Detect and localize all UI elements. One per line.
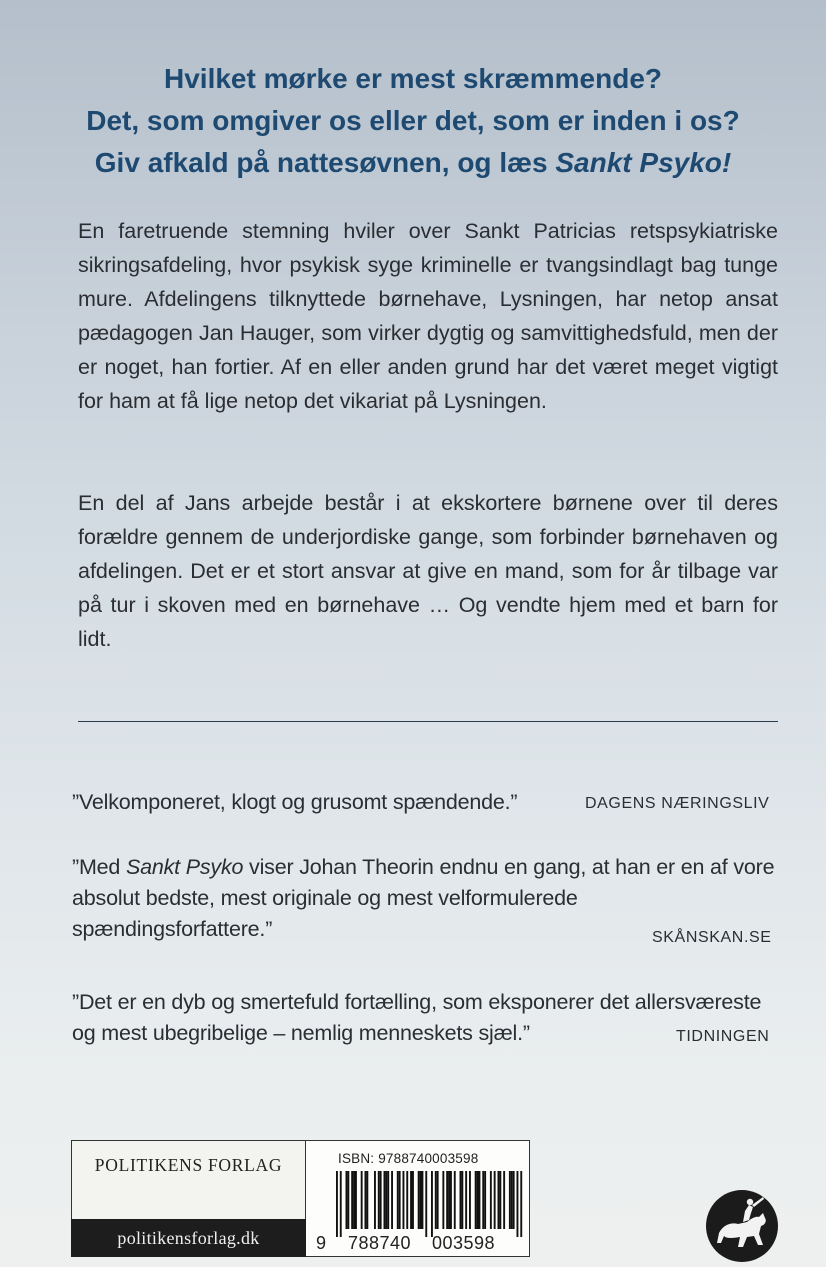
headline-line-3-text: Giv afkald på nattesøvnen, og læs (94, 147, 556, 178)
barcode-bar (520, 1171, 522, 1237)
barcode-bar (336, 1171, 338, 1237)
barcode-bar (351, 1171, 353, 1229)
barcode-bar (366, 1171, 368, 1229)
barcode-bar (340, 1171, 342, 1237)
barcode-bar (387, 1171, 389, 1229)
barcode-bar (435, 1171, 437, 1229)
publisher-name: POLITIKENS FORLAG (94, 1155, 283, 1175)
barcode-bar (465, 1171, 467, 1229)
publisher-box (71, 1140, 306, 1257)
barcode (306, 1141, 530, 1258)
barcode-bar (420, 1171, 422, 1229)
barcode-bar (406, 1171, 408, 1229)
review-source-2: SKÅNSKAN.SE (652, 929, 772, 946)
barcode-bar (460, 1171, 462, 1229)
barcode-bar (477, 1171, 479, 1229)
barcode-bar (498, 1171, 500, 1229)
barcode-digits-right: 003598 (432, 1233, 496, 1253)
barcode-bar (355, 1171, 357, 1229)
review-source-3: TIDNINGEN (676, 1028, 770, 1045)
barcode-bar (391, 1171, 393, 1229)
rider-on-horse-logo-icon (703, 1189, 781, 1263)
review-quote-2-prefix: ”Med (72, 855, 126, 879)
barcode-bar (482, 1171, 484, 1229)
barcode-bar (403, 1171, 405, 1229)
review-quote-2-title: Sankt Psyko (125, 855, 244, 879)
barcode-bar (511, 1171, 513, 1229)
barcode-bar (378, 1171, 380, 1229)
review-quote-1: ”Velkomponeret, klogt og grusomt spændende.” (72, 790, 518, 814)
barcode-bar (410, 1171, 412, 1229)
barcode-bar (484, 1171, 486, 1229)
book-title: Sankt Psyko! (555, 147, 732, 178)
divider-line (78, 721, 778, 722)
headline-line-1: Hvilket mørke er mest skræmmende? (164, 63, 662, 94)
barcode-bar (422, 1171, 424, 1229)
barcode-bar (450, 1171, 452, 1229)
cover-headline (40, 58, 786, 184)
headline-line-2: Det, som omgiver os eller det, som er inden i os? (86, 105, 740, 136)
barcode-bar (499, 1171, 501, 1229)
barcode-bar (442, 1171, 444, 1229)
barcode-bar (380, 1171, 382, 1229)
barcode-bar (346, 1171, 348, 1229)
barcode-bar (469, 1171, 471, 1229)
barcode-bar (365, 1171, 367, 1229)
barcode-bar (412, 1171, 414, 1229)
review-quote-3: ”Det er en dyb og smertefuld fortælling, som eksponerer det allersværeste og mest ubegribelige – nemlig menneskets sjæl.” (72, 990, 762, 1045)
barcode-bar (397, 1171, 399, 1229)
barcode-bar (353, 1171, 355, 1229)
barcode-bar (446, 1171, 448, 1229)
blurb-paragraph-1: En faretruende stemning hviler over Sankt Patricias retspsykiatriske sikringsafdeling, hvor psykisk syge kriminelle er tvangsindlagt bag tunge mure. Afdelingens tilknyttede børnehave, Lysningen, har netop ansat pædagogen Jan Hauger, som virker dygtig og samvittighedsfuld, men der er noget, han fortier. Af en eller anden grund har det været meget vigtigt for ham at få lige netop det vikariat på Lysningen. (78, 219, 778, 413)
barcode-bar (479, 1171, 481, 1229)
barcode-bar (448, 1171, 450, 1229)
isbn-box (306, 1140, 530, 1257)
barcode-bar (461, 1171, 463, 1229)
barcode-digits-left: 788740 (348, 1233, 412, 1253)
headline-line-3 (95, 147, 731, 178)
barcode-bar (361, 1171, 363, 1229)
barcode-bar (454, 1171, 456, 1229)
barcode-bar (437, 1171, 439, 1229)
barcode-bar (490, 1171, 492, 1229)
barcode-bar (374, 1171, 376, 1229)
review-quote-2-text: viser Johan Theorin endnu en gang, at han er en af vore absolut bedste, mest originale og mest velformulerede spændingsforfattere.” (72, 855, 775, 941)
barcode-bar (513, 1171, 515, 1229)
barcode-digit-first: 9 (316, 1233, 327, 1253)
review-source-1: DAGENS NÆRINGSLIV (585, 795, 770, 812)
barcode-bar (385, 1171, 387, 1229)
barcode-bar (418, 1171, 420, 1229)
barcode-bar (503, 1171, 505, 1229)
barcode-bar (425, 1171, 427, 1237)
barcode-bar (475, 1171, 477, 1229)
barcode-bar (431, 1171, 433, 1237)
barcode-bar (517, 1171, 519, 1237)
barcode-bar (494, 1171, 496, 1229)
blurb-paragraph-2: En del af Jans arbejde består i at ekskortere børnene over til deres forældre gennem de underjordiske gange, som forbinder børnehaven og afdelingen. Det er et stort ansvar at give en mand, som for år tilbage var på tur i skoven med en børnehave … Og vendte hjem med et barn for lidt. (78, 491, 778, 651)
isbn-label: ISBN: 9788740003598 (338, 1151, 479, 1166)
barcode-bar (384, 1171, 386, 1229)
publisher-url[interactable]: politikensforlag.dk (71, 1219, 306, 1257)
barcode-bar (347, 1171, 349, 1229)
barcode-bar (399, 1171, 401, 1229)
barcode-bar (509, 1171, 511, 1229)
